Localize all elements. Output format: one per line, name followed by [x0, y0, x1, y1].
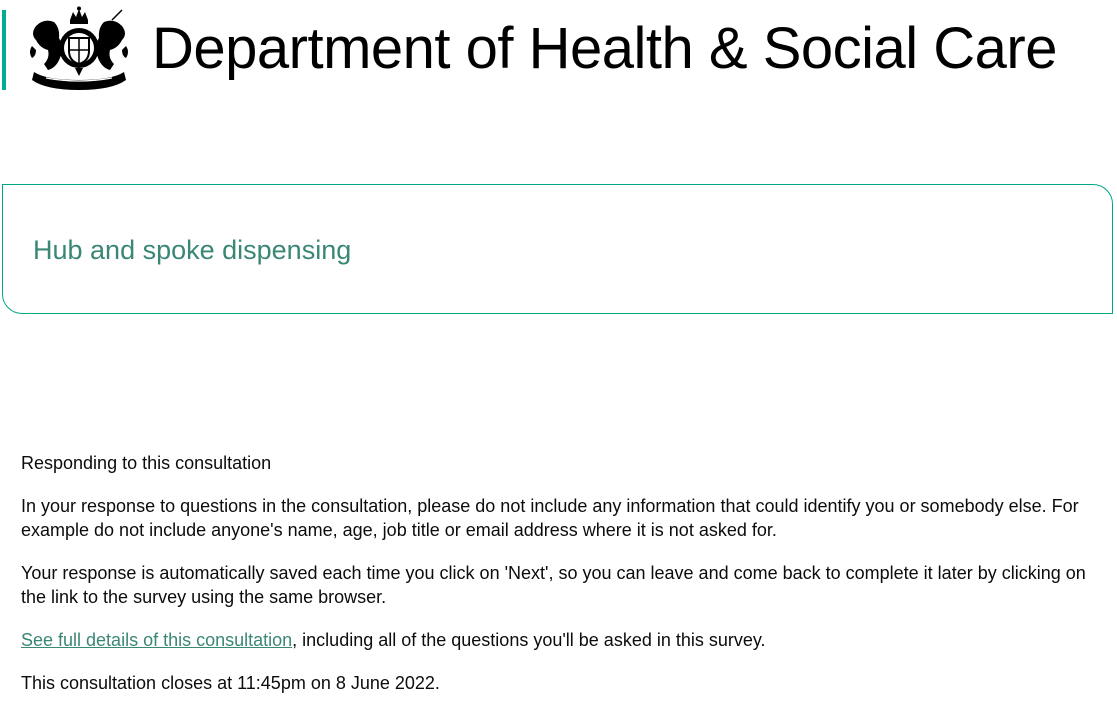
organisation-name: Department of Health & Social Care [152, 16, 1057, 81]
privacy-notice: In your response to questions in the consultation, please do not include any information that could identify you or somebody else. For example do not include anyone's name, age, job title or email address where it is not asked for. [21, 496, 1079, 540]
site-header [0, 0, 1117, 100]
details-paragraph [21, 628, 1101, 652]
royal-coat-of-arms-icon [26, 6, 132, 92]
header-accent-stripe [2, 10, 6, 90]
consultation-details-link[interactable]: See full details of this consultation [21, 630, 293, 650]
survey-title: Hub and spoke dispensing [33, 235, 352, 265]
autosave-notice: Your response is automatically saved each time you click on 'Next', so you can leave and come back to complete it later by clicking on the link to the survey using the same browser. [21, 563, 1086, 607]
intro-content [21, 451, 1101, 714]
closing-notice: This consultation closes at 11:45pm on 8 June 2022. [21, 673, 440, 693]
intro-heading: Responding to this consultation [21, 453, 272, 473]
survey-title-panel [2, 184, 1113, 314]
details-link-suffix: , including all of the questions you'll be asked in this survey. [292, 630, 766, 650]
